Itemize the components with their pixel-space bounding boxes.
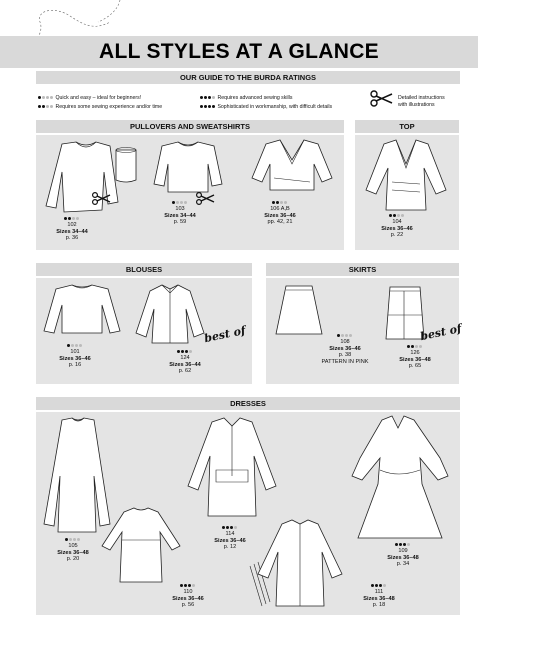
item-number: 106 A,B <box>270 206 290 213</box>
item-number: 110 <box>183 589 193 596</box>
item-number: 114 <box>225 531 235 538</box>
item-page: p. 22 <box>390 232 404 239</box>
item-109-label <box>378 542 428 568</box>
item-sizes: Sizes 36–46 <box>214 537 246 544</box>
rating-text: Requires some sewing experience and/or time <box>55 104 163 110</box>
garment-104-sketch <box>358 138 454 214</box>
instructions-line-2: with illustrations <box>398 102 435 108</box>
item-sizes: Sizes 36–46 <box>172 595 204 602</box>
section-dresses: DRESSES <box>36 397 460 410</box>
item-102-label <box>42 216 102 242</box>
item-page: p. 34 <box>396 561 410 568</box>
rating-text: Sophisticated in workmanship, with difficult details <box>217 104 333 110</box>
best-of-badge: best of <box>203 323 247 346</box>
item-number: 101 <box>70 349 80 356</box>
item-108-label <box>310 333 380 365</box>
item-sizes: Sizes 36–46 <box>381 225 413 232</box>
item-sizes: Sizes 34–44 <box>164 212 196 219</box>
item-104-label <box>377 213 417 239</box>
item-number: 126 <box>410 350 420 357</box>
scissors-icon <box>92 192 112 206</box>
item-number: 108 <box>340 339 350 346</box>
item-sizes: Sizes 36–46 <box>264 212 296 219</box>
item-sizes: Sizes 36–48 <box>387 554 419 561</box>
garment-101-sketch <box>38 283 128 343</box>
item-sizes: Sizes 36–44 <box>169 361 201 368</box>
section-blouses: BLOUSES <box>36 263 252 276</box>
item-number: 105 <box>68 543 78 550</box>
item-126-label <box>390 344 440 370</box>
item-page: p. 12 <box>223 544 237 551</box>
rating-4 <box>200 104 360 111</box>
garment-102-sketch <box>40 140 140 220</box>
item-note: PATTERN IN PINK <box>321 358 369 365</box>
item-101-label <box>50 343 100 369</box>
best-of-badge: best of <box>419 321 463 344</box>
item-111-label <box>354 583 404 609</box>
garment-106-sketch <box>244 138 340 198</box>
item-page: p. 59 <box>173 219 187 226</box>
rating-2 <box>38 104 208 111</box>
rating-1 <box>38 95 198 102</box>
page-title: ALL STYLES AT A GLANCE <box>99 40 379 63</box>
section-top: TOP <box>355 120 459 133</box>
rating-text: Quick and easy – ideal for beginners! <box>55 95 142 101</box>
item-103-label <box>150 200 210 226</box>
section-pullovers: PULLOVERS AND SWEATSHIRTS <box>36 120 344 133</box>
item-sizes: Sizes 36–46 <box>329 345 361 352</box>
item-page: p. 56 <box>181 602 195 609</box>
garment-124-sketch <box>130 283 210 347</box>
item-page: p. 16 <box>68 362 82 369</box>
item-number: 103 <box>175 206 185 213</box>
item-page: p. 20 <box>66 556 80 563</box>
section-skirts: SKIRTS <box>266 263 459 276</box>
instructions-line-1: Detailed instructions <box>398 95 445 101</box>
garment-103-sketch <box>142 140 242 200</box>
scissors-icon <box>370 90 394 108</box>
item-page: p. 38 <box>338 352 352 359</box>
item-sizes: Sizes 36–48 <box>399 356 431 363</box>
rating-dots <box>38 95 54 101</box>
rating-text: Requires advanced sewing skills <box>217 95 293 101</box>
item-number: 104 <box>392 219 402 226</box>
item-106-label <box>250 200 310 226</box>
guide-title: OUR GUIDE TO THE BURDA RATINGS <box>36 71 460 84</box>
item-sizes: Sizes 36–46 <box>59 355 91 362</box>
item-page: pp. 42, 21 <box>267 219 293 226</box>
item-sizes: Sizes 36–48 <box>363 595 395 602</box>
garment-110-sketch <box>96 506 186 586</box>
instructions-note <box>398 95 468 109</box>
item-124-label <box>160 349 210 375</box>
item-number: 102 <box>67 222 77 229</box>
rating-3 <box>200 95 360 102</box>
item-page: p. 36 <box>65 235 79 242</box>
item-sizes: Sizes 34–44 <box>56 228 88 235</box>
rating-dots <box>200 95 216 101</box>
item-sizes: Sizes 36–48 <box>57 549 89 556</box>
item-number: 124 <box>180 355 190 362</box>
item-page: p. 18 <box>372 602 386 609</box>
item-number: 111 <box>374 589 384 596</box>
item-number: 109 <box>398 548 408 555</box>
item-110-label <box>163 583 213 609</box>
garment-108-sketch <box>272 284 332 338</box>
item-105-label <box>48 537 98 563</box>
garment-114-sketch <box>182 416 282 522</box>
rating-dots <box>38 104 54 110</box>
garment-111-sketch <box>244 518 348 610</box>
item-page: p. 65 <box>408 363 422 370</box>
item-page: p. 62 <box>178 368 192 375</box>
garment-109-sketch <box>340 414 456 544</box>
rating-dots <box>200 104 216 110</box>
